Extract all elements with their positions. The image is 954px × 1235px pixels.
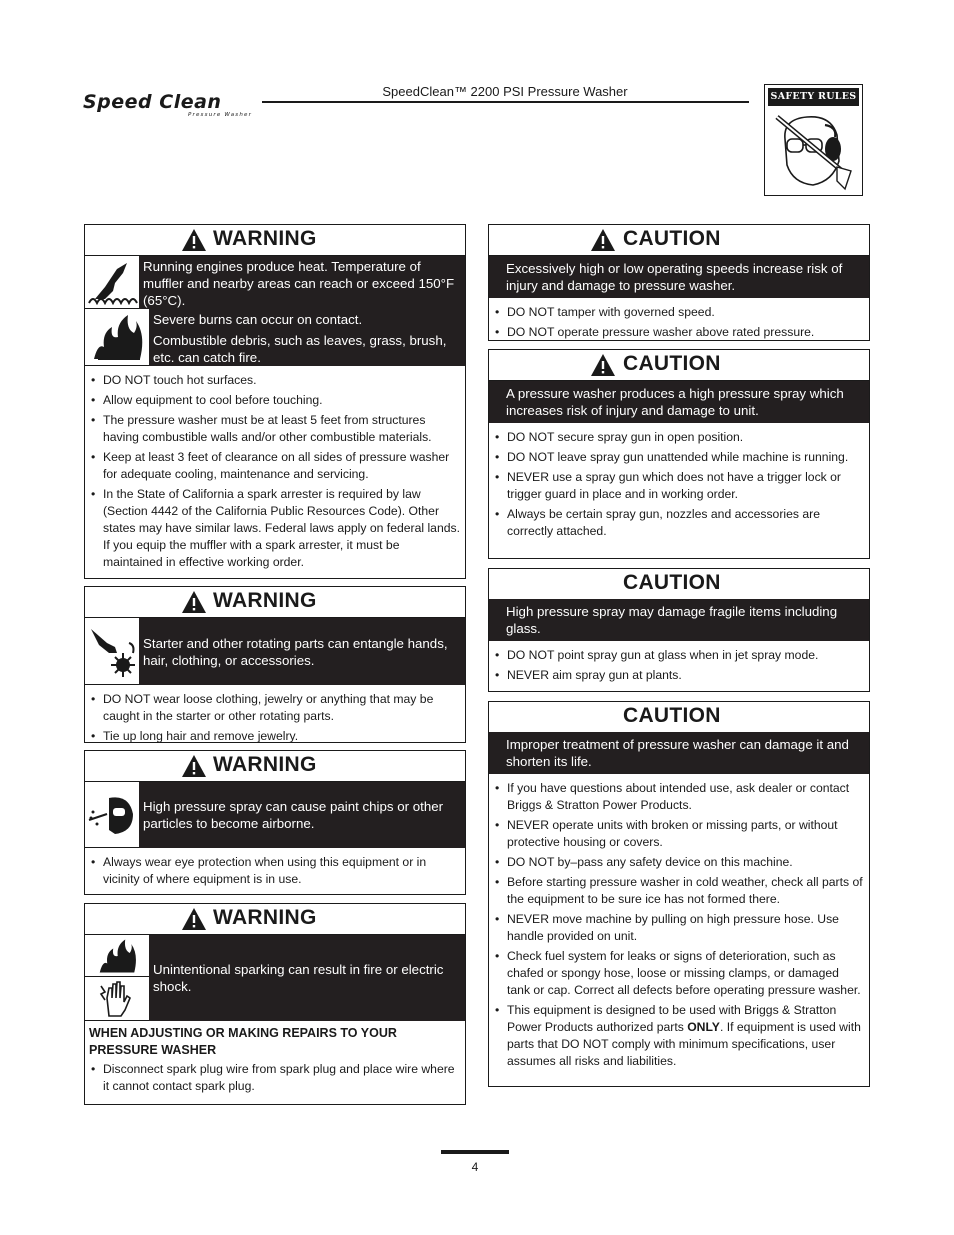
caution-title: CAUTION [623, 571, 721, 594]
list-item [493, 1002, 865, 1070]
bullet-list [85, 366, 465, 576]
safety-rules-label: SAFETY RULES [768, 88, 859, 106]
warning-triangle-icon [590, 353, 616, 377]
warning-title: WARNING [213, 906, 317, 929]
caution-statement: High pressure spray may damage fragile items including glass. [489, 599, 869, 641]
warning-box-airborne-particles [84, 750, 466, 895]
list-item: • Always wear eye protection when using this equipment or in vicinity of where equipment is in use. [89, 854, 461, 888]
fire-icon [85, 309, 149, 366]
header-divider [262, 101, 749, 103]
bullet-list [85, 848, 465, 893]
caution-box-improper-treatment [488, 701, 870, 1087]
hazard-row [85, 618, 465, 685]
goggles-earmuff-head-icon [773, 109, 855, 193]
list-item: • DO NOT touch hot surfaces. [89, 372, 461, 389]
warning-triangle-icon [181, 228, 207, 252]
document-title: SpeedClean™ 2200 PSI Pressure Washer [382, 84, 628, 99]
caution-title: CAUTION [623, 352, 721, 375]
caution-statement: Improper treatment of pressure washer can damage it and shorten its life. [489, 732, 869, 774]
list-item: • Allow equipment to cool before touching. [89, 392, 461, 409]
bullet-list [489, 641, 869, 689]
bullet-list [85, 685, 465, 750]
page-number: 4 [471, 1160, 479, 1174]
logo-wordmark: Speed Clean [83, 92, 222, 113]
warning-title: WARNING [213, 753, 317, 776]
hot-surface-icon [85, 256, 139, 309]
list-item: • DO NOT operate pressure washer above rated pressure. [493, 324, 865, 341]
warning-triangle-icon [181, 754, 207, 778]
list-item: • DO NOT tamper with governed speed. [493, 304, 865, 321]
warning-box-sparking [84, 903, 466, 1105]
list-item: • Disconnect spark plug wire from spark plug and place wire where it cannot contact spark plug. [89, 1061, 461, 1095]
caution-header [489, 225, 869, 256]
warning-header [85, 225, 465, 256]
caution-title: CAUTION [623, 227, 721, 250]
hazard-row [85, 782, 465, 848]
warning-box-rotating-parts [84, 586, 466, 743]
hazard-row [85, 935, 465, 1021]
list-item: • NEVER operate units with broken or missing parts, or without protective housing or covers. [493, 817, 865, 851]
list-item: • DO NOT leave spray gun unattended while machine is running. [493, 449, 865, 466]
list-item: • NEVER move machine by pulling on high pressure hose. Use handle provided on unit. [493, 911, 865, 945]
caution-statement: Excessively high or low operating speeds increase risk of injury and damage to pressure washer. [489, 256, 869, 298]
warning-title: WARNING [213, 227, 317, 250]
hazard-text: High pressure spray can cause paint chips or other particles to become airborne. [143, 799, 444, 831]
bullet-list [489, 423, 869, 545]
list-item: • Check fuel system for leaks or signs of deterioration, such as chafed or spongy hose, loose or missing clamps, or damaged tank or cap. Correct all defects before operating pressure washer. [493, 948, 865, 999]
bullet-list [85, 1059, 465, 1100]
list-item: • If you have questions about intended use, ask dealer or contact Briggs & Stratton Power Products. [493, 780, 865, 814]
warning-triangle-icon [181, 907, 207, 931]
list-item-text: . If equipment is used with parts that DO NOT comply with minimum specifications, user assumes all risks and liabilities. [507, 1020, 861, 1068]
list-item: • DO NOT point spray gun at glass when in jet spray mode. [493, 647, 865, 664]
list-item: • Tie up long hair and remove jewelry. [89, 728, 461, 745]
caution-box-high-pressure-spray [488, 349, 870, 559]
warning-header [85, 587, 465, 618]
warning-header [85, 904, 465, 935]
warning-header [85, 751, 465, 782]
list-item: • NEVER use a spray gun which does not have a trigger lock or trigger guard in place and in working order. [493, 469, 865, 503]
list-item: • DO NOT by–pass any safety device on this machine. [493, 854, 865, 871]
bullet-list [489, 774, 869, 1075]
hazard-text: Unintentional sparking can result in fire or electric shock. [153, 962, 444, 994]
list-item: • Before starting pressure washer in cold weather, check all parts of the equipment to be sure ice has not formed there. [493, 874, 865, 908]
safety-rules-emblem [764, 84, 863, 196]
list-item: • DO NOT secure spray gun in open position. [493, 429, 865, 446]
list-item-text: This equipment is designed to be used with Briggs & Stratton Power Products authorized parts [507, 1003, 837, 1034]
caution-header [489, 350, 869, 381]
entanglement-icon [85, 618, 139, 685]
electric-shock-icon [85, 977, 149, 1021]
list-item: • DO NOT wear loose clothing, jewelry or anything that may be caught in the starter or other rotating parts. [89, 691, 461, 725]
logo-subtext: Pressure Washer [188, 112, 253, 118]
page-number-bar [441, 1150, 509, 1154]
caution-box-fragile-items [488, 568, 870, 692]
caution-header [489, 569, 869, 599]
hazard-row [85, 309, 465, 366]
list-item: • Keep at least 3 feet of clearance on all sides of pressure washer for adequate cooling, maintenance and servicing. [89, 449, 461, 483]
hazard-text: Severe burns can occur on contact. [153, 312, 363, 327]
emphasis-only: ONLY [687, 1020, 720, 1034]
speed-clean-logo [82, 92, 258, 120]
eye-protection-icon [85, 782, 139, 848]
list-item: • In the State of California a spark arrester is required by law (Section 4442 of the California Public Resources Code). Other states may have similar laws. Federal laws apply on federal lands. If you equip the muffler with a spark arrester, it must be maintained in effective working order. [89, 486, 461, 571]
caution-box-operating-speed [488, 224, 870, 341]
warning-title: WARNING [213, 589, 317, 612]
repair-subheading: WHEN ADJUSTING OR MAKING REPAIRS TO YOUR PRESSURE WASHER [89, 1026, 397, 1057]
warning-triangle-icon [590, 228, 616, 252]
warning-triangle-icon [181, 590, 207, 614]
hazard-text: Starter and other rotating parts can entangle hands, hair, clothing, or accessories. [143, 635, 448, 668]
fire-icon [85, 935, 149, 977]
list-item: • Always be certain spray gun, nozzles and accessories are correctly attached. [493, 506, 865, 540]
hazard-text: Running engines produce heat. Temperature of muffler and nearby areas can reach or exceed 150°F (65°C). [143, 259, 455, 308]
list-item: • The pressure washer must be at least 5 feet from structures having combustible walls and/or other combustible materials. [89, 412, 461, 446]
bullet-list [489, 298, 869, 346]
caution-statement: A pressure washer produces a high pressure spray which increases risk of injury and damage to unit. [489, 381, 869, 423]
hazard-text: Combustible debris, such as leaves, grass, brush, etc. can catch fire. [153, 333, 447, 365]
list-item: • NEVER aim spray gun at plants. [493, 667, 865, 684]
hazard-row [85, 256, 465, 309]
caution-header [489, 702, 869, 732]
caution-title: CAUTION [623, 704, 721, 727]
warning-box-hot-surfaces [84, 224, 466, 579]
